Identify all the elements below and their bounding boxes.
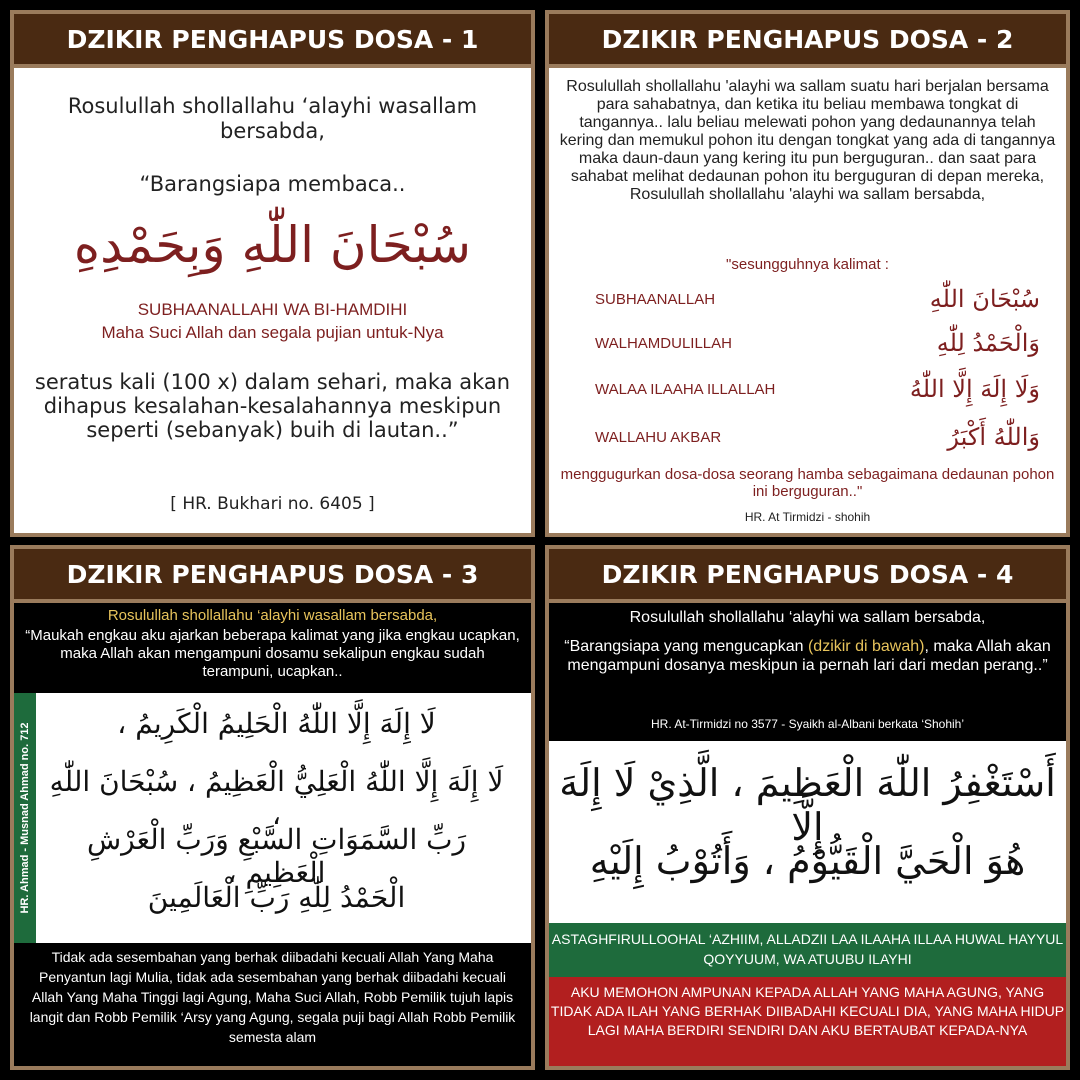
panel-body — [549, 68, 1066, 533]
dzikir-row — [595, 420, 1040, 454]
arabic-line: لَا إِلَهَ إِلَّا اللّٰهُ الْحَلِيمُ الْكَرِيمُ ، — [117, 707, 436, 740]
quote-highlight: (dzikir di bawah) — [807, 638, 925, 655]
dzikir-arabic: وَاللّٰهُ أَكْبَرُ — [947, 423, 1040, 451]
intro-text: Rosulullah shollallahu ‘alayhi wa sallam bersabda, — [629, 609, 986, 626]
transliteration: SUBHAANALLAHI WA BI-HAMDIHI — [137, 300, 408, 319]
dzikir-arabic: وَالْحَمْدُ لِلّٰهِ — [936, 329, 1040, 357]
panel-title: DZIKIR PENGHAPUS DOSA - 1 — [14, 14, 531, 68]
panel-title: DZIKIR PENGHAPUS DOSA - 3 — [14, 549, 531, 603]
dzikir-row — [595, 326, 1040, 360]
dzikir-row — [595, 372, 1040, 406]
transliteration-text: ASTAGHFIRULLOOHAL ‘AZHIIM, ALLADZII LAA ILAAHA ILLAA HUWAL HAYYUL QOYYUUM, WA ATUUBU ILAYHI — [549, 923, 1066, 977]
dzikir-latin: WALHAMDULILLAH — [595, 334, 732, 352]
arabic-line: لَا إِلَهَ إِلَّا اللّٰهُ الْعَلِيُّ الْعَظِيمُ ، سُبْحَانَ اللّٰهِ ، — [49, 765, 504, 831]
panel-dzikir-2 — [545, 10, 1070, 537]
quote-start: "sesungguhnya kalimat : — [726, 256, 889, 273]
quote-text — [557, 637, 1058, 675]
arabic-line: الْحَمْدُ لِلّٰهِ رَبِّ الْعَالَمِينَ — [147, 881, 406, 914]
quote-text: “Maukah engkau aku ajarkan beberapa kalimat yang jika engkau ucapkan, maka Allah akan mengampuni dosamu sekalipun engkau sudah terampuni, ucapkan.. — [25, 627, 520, 680]
source-side-label — [14, 693, 36, 943]
intro-block — [549, 603, 1066, 741]
arabic-line: رَبِّ السَّمَوَاتِ السَّبْعِ وَرَبِّ الْعَرْشِ الْعَظِيمِ ، — [86, 823, 467, 889]
translation-text: AKU MEMOHON AMPUNAN KEPADA ALLAH YANG MAHA AGUNG, YANG TIDAK ADA ILAH YANG BERHAK DIIBADAHI KECUALI DIA, YANG MAHA HIDUP LAGI MAHA BERDIRI SENDIRI DAN AKU BERTAUBAT KEPADA-NYA — [549, 977, 1066, 1066]
arabic-line: أَسْتَغْفِرُ اللّٰهَ الْعَظِيمَ ، الَّذِيْ لَا إِلَهَ إِلَّا — [559, 761, 1056, 849]
dzikir-arabic: وَلَا إِلَهَ إِلَّا اللّٰهُ — [909, 375, 1040, 403]
panel-title: DZIKIR PENGHAPUS DOSA - 2 — [549, 14, 1066, 68]
body-text: seratus kali (100 x) dalam sehari, maka akan dihapus kesalahan-kesalahannya meskipun seperti (sebanyak) buih di lautan..” — [34, 370, 511, 442]
panel-dzikir-3 — [10, 545, 535, 1070]
quote-start: “Barangsiapa membaca.. — [139, 172, 406, 196]
translation-text: Tidak ada sesembahan yang berhak diibadahi kecuali Allah Yang Maha Penyantun lagi Mulia, tidak ada sesembahan yang berhak diibadahi kecuali Allah Yang Maha Tinggi lagi Agung, Maha Suci Allah, Robb Pemilik tujuh lapis langit dan Robb Pemilik ‘Arsy yang Agung, segala puji bagi Allah Robb Pemilik semesta alam — [29, 949, 516, 1045]
translation-block — [14, 943, 531, 1066]
source-text: [ HR. Bukhari no. 6405 ] — [170, 494, 375, 514]
dzikir-latin: SUBHAANALLAH — [595, 290, 716, 308]
closing-text: menggugurkan dosa-dosa seorang hamba sebagaimana dedaunan pohon ini berguguran.." — [560, 466, 1055, 500]
panel-body — [14, 603, 531, 1066]
dzikir-row — [595, 282, 1040, 316]
arabic-text: سُبْحَانَ اللّٰهِ وَبِحَمْدِهِ — [73, 216, 472, 274]
intro-text: Rosulullah shollallahu ‘alayhi wasallam bersabda, — [107, 607, 438, 624]
panel-dzikir-4 — [545, 545, 1070, 1070]
dzikir-latin: WALLAHU AKBAR — [595, 428, 722, 446]
transliteration-block — [14, 298, 531, 344]
intro-text: Rosulullah shollallahu 'alayhi wa sallam suatu hari berjalan bersama para sahabatnya, dan ketika itu beliau membawa tongkat di tangannya.. lalu beliau melewati pohon yang dedaunannya telah kering dan memukul pohon itu dengan tongkat yang ada di tangannya maka daun-daun yang kering itu pun berguguran.. dan saat para sahabat melihat dedaunan pohon itu berguguran di depan mereka, Rosulullah shollallahu 'alayhi wa sallam bersabda, — [559, 78, 1056, 203]
intro-block — [14, 603, 531, 693]
quote-part: , maka Allah akan mengampuni dosanya meskipun ia pernah lari dari medan perang..” — [567, 638, 1051, 674]
arabic-block — [549, 741, 1066, 921]
panel-dzikir-1 — [10, 10, 535, 537]
source-text: HR. Ahmad - Musnad Ahmad no. 712 — [19, 722, 31, 914]
dzikir-latin: WALAA ILAAHA ILLALLAH — [595, 380, 776, 398]
panel-body — [549, 603, 1066, 1066]
source-text: HR. At-Tirmidzi no 3577 - Syaikh al-Albani berkata ‘Shohih’ — [650, 717, 965, 731]
panel-title: DZIKIR PENGHAPUS DOSA - 4 — [549, 549, 1066, 603]
arabic-block — [14, 693, 531, 943]
dzikir-arabic: سُبْحَانَ اللّٰهِ — [929, 285, 1040, 313]
intro-text: Rosulullah shollallahu ‘alayhi wasallam bersabda, — [67, 94, 478, 143]
arabic-line: هُوَ الْحَيَّ الْقَيُّوْمُ ، وَأَتُوْبُ إِلَيْهِ — [589, 839, 1026, 883]
translation: Maha Suci Allah dan segala pujian untuk-Nya — [101, 323, 444, 342]
source-text: HR. At Tirmidzi - shohih — [744, 510, 871, 524]
quote-part: “Barangsiapa yang mengucapkan — [564, 638, 808, 655]
panel-body — [14, 68, 531, 533]
